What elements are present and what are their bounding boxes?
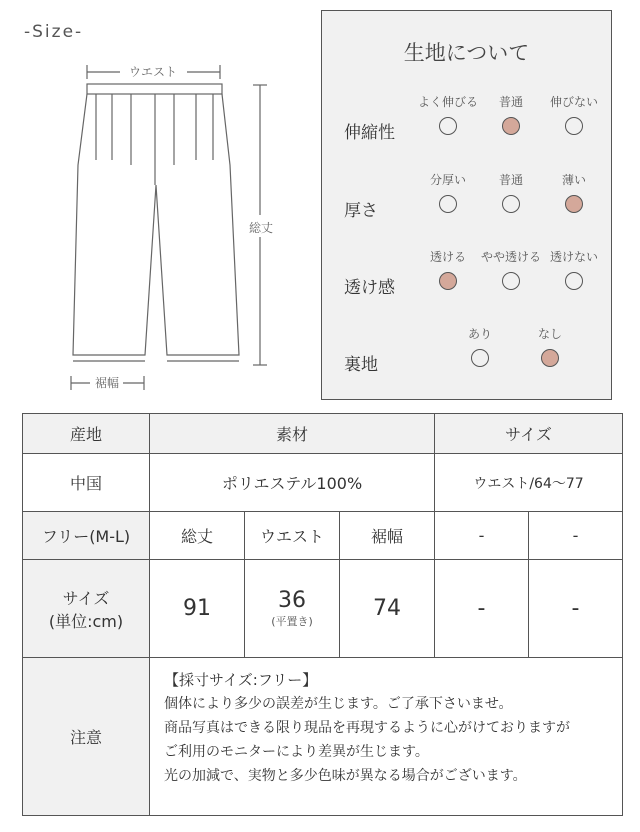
origin-value: 中国 [23,454,150,512]
note-line: 個体により多少の誤差が生じます。ご了承下さいませ。 [164,696,513,712]
fabric-row-transparency [322,248,611,308]
option-dot [565,272,583,290]
option: よく伸びる [408,93,488,153]
note-line: 商品写真はできる限り現品を再現するように心がけておりますが [164,720,570,736]
size-heading: -Size- [24,22,84,42]
note-label: 注意 [23,658,150,816]
spec-table [22,413,623,816]
empty-cell: - [435,560,529,658]
material-header: 素材 [150,414,435,454]
hem-label: 裾幅 [94,376,120,390]
waist-value: 36 [278,588,306,613]
option: 分厚い [408,171,488,231]
origin-header: 産地 [23,414,150,454]
col-length: 総丈 [150,512,245,560]
option-dot [502,195,520,213]
option: やや透ける [471,248,551,308]
row-label: 裏地 [344,355,378,375]
option: 透けない [534,248,614,308]
option-dot [439,195,457,213]
empty-cell: - [529,560,623,658]
col-waist: ウエスト [245,512,340,560]
row-label: 伸縮性 [344,123,395,143]
size-header: サイズ [435,414,623,454]
row-label: 透け感 [344,278,395,298]
fabric-row-thickness [322,171,611,231]
option: なし [510,325,590,385]
option-dot-selected [502,117,520,135]
note-content [150,658,623,816]
option: 伸びない [534,93,614,153]
empty-cell: - [529,512,623,560]
note-line: ご利用のモニターにより差異が生じます。 [164,744,429,760]
row-label: 厚さ [344,201,378,221]
free-size-label: フリー(M-L) [23,512,150,560]
size-row-label: サイズ (単位:cm) [23,560,150,658]
note-line: 光の加減で、実物と多少色味が異なる場合がございます。 [164,768,527,784]
empty-cell: - [435,512,529,560]
col-hem: 裾幅 [340,512,435,560]
option: 薄い [534,171,614,231]
fabric-row-stretch [322,93,611,153]
option: あり [440,325,520,385]
option: 普通 [471,93,551,153]
waist-note: (平置き) [271,615,313,628]
option-dot [439,117,457,135]
material-value: ポリエステル100% [150,454,435,512]
option-dot-selected [565,195,583,213]
size-info: ウエスト/64〜77 [435,454,623,512]
fabric-title: 生地について [403,41,530,65]
note-title: 【採寸サイズ:フリー】 [164,671,318,689]
option-dot-selected [541,349,559,367]
pants-size-diagram [60,55,290,400]
option-dot [565,117,583,135]
option-dot [502,272,520,290]
option-dot [471,349,489,367]
option: 普通 [471,171,551,231]
fabric-panel [321,10,612,400]
length-label: 総丈 [248,221,274,235]
hem-value: 74 [340,560,435,658]
waist-label: ウエスト [128,65,178,79]
length-value: 91 [150,560,245,658]
waist-value-cell [245,560,340,658]
option: 透ける [408,248,488,308]
fabric-row-lining [322,325,611,385]
option-dot-selected [439,272,457,290]
